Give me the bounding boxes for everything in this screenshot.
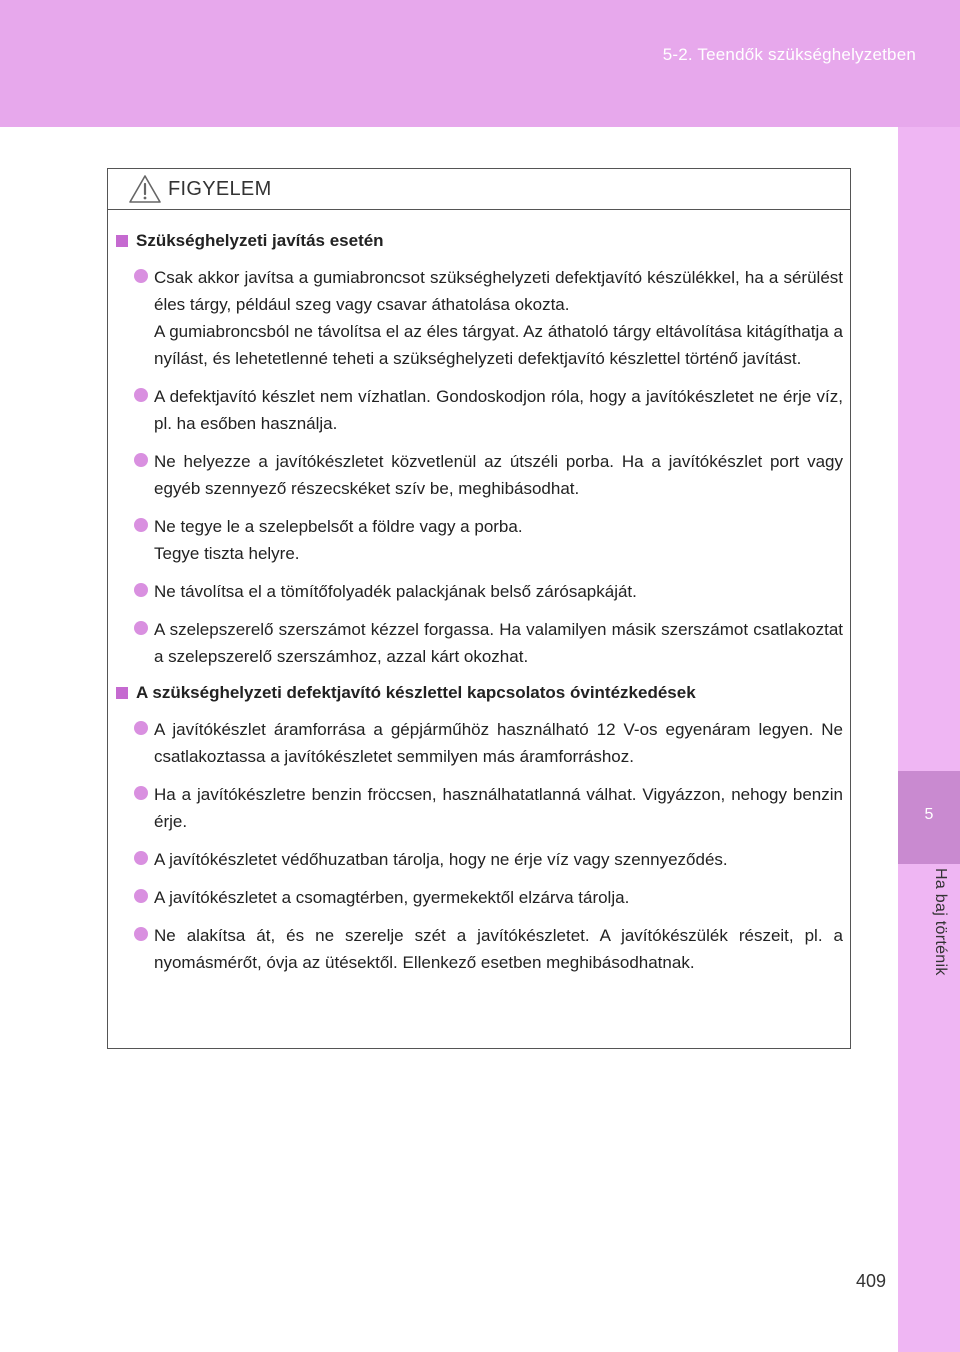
circle-bullet-icon — [134, 786, 148, 800]
list-item-text: A javítókészletet a csomagtérben, gyermekektől elzárva tárolja. — [154, 888, 630, 907]
circle-bullet-icon — [134, 388, 148, 402]
list-item — [116, 846, 843, 873]
circle-bullet-icon — [134, 453, 148, 467]
list-item — [116, 884, 843, 911]
circle-bullet-icon — [134, 889, 148, 903]
list-item-text: Ne távolítsa el a tömítőfolyadék palackjának belső zárósapkáját. — [154, 582, 637, 601]
list-item-text: Ne alakítsa át, és ne szerelje szét a javítókészletet. A javítókészülék részeit, pl. a nyomásmérőt, óvja az ütésektől. Ellenkező esetben meghibásodhatnak. — [154, 926, 843, 972]
list-item — [116, 383, 843, 437]
section-heading: A szükséghelyzeti defektjavító készlettel kapcsolatos óvintézkedések — [116, 681, 843, 705]
list-item-text: A javítókészlet áramforrása a gépjárműhöz használható 12 V-os egyenáram legyen. Ne csatlakoztassa a javítókészletet semmilyen más áramforráshoz. — [154, 720, 843, 766]
section-repair-kit-precautions — [116, 681, 843, 976]
list-item — [116, 616, 843, 670]
list-item-text: Ne helyezze a javítókészletet közvetlenül az útszéli porba. Ha a javítókészlet port vagy egyéb szennyező részecskéket szív be, meghibásodhat. — [154, 452, 843, 498]
warning-header — [108, 169, 850, 210]
square-bullet-icon — [116, 235, 128, 247]
list-item-text: A szelepszerelő szerszámot kézzel forgassa. Ha valamilyen másik szerszámot csatlakoztat a szelepszerelő szerszámhoz, azzal kárt okozhat. — [154, 620, 843, 666]
list-item-text: Csak akkor javítsa a gumiabroncsot szükséghelyzeti defektjavító készülékkel, ha a sérülést éles tárgy, például szeg vagy csavar áthatolása okozta. A gumiabroncsból ne távolítsa el az éles tárgyat. Az áthatoló tárgy eltávolítása kitágíthatja a nyílást, és lehetetlenné teheti a szükséghelyzeti defektjavító készlettel történő javítást. — [154, 268, 843, 368]
circle-bullet-icon — [134, 927, 148, 941]
square-bullet-icon — [116, 687, 128, 699]
list-item — [116, 578, 843, 605]
warning-triangle-icon — [128, 173, 162, 205]
section-heading: Szükséghelyzeti javítás esetén — [116, 229, 843, 253]
warning-title: FIGYELEM — [168, 178, 272, 200]
page-number: 409 — [855, 1271, 886, 1291]
circle-bullet-icon — [134, 851, 148, 865]
warning-box — [107, 168, 851, 1049]
list-item-text: A defektjavító készlet nem vízhatlan. Gondoskodjon róla, hogy a javítókészletet ne érje víz, pl. ha esőben használja. — [154, 387, 843, 433]
section-title: 5-2. Teendők szükséghelyzetben — [662, 45, 916, 64]
list-item — [116, 781, 843, 835]
circle-bullet-icon — [134, 518, 148, 532]
list-item — [116, 448, 843, 502]
list-item-text: A javítókészletet védőhuzatban tárolja, hogy ne érje víz vagy szennyeződés. — [154, 850, 728, 869]
circle-bullet-icon — [134, 621, 148, 635]
list-item — [116, 264, 843, 372]
chapter-label: Ha baj történik — [932, 868, 949, 976]
list-item — [116, 513, 843, 567]
section-emergency-repair — [116, 229, 843, 670]
circle-bullet-icon — [134, 583, 148, 597]
circle-bullet-icon — [134, 269, 148, 283]
chapter-sidebar — [898, 127, 960, 1352]
list-item — [116, 716, 843, 770]
list-item-text: Ne tegye le a szelepbelsőt a földre vagy a porba. Tegye tiszta helyre. — [154, 517, 523, 563]
warning-content — [116, 229, 843, 987]
page-header — [0, 0, 960, 127]
chapter-number: 5 — [924, 806, 934, 823]
circle-bullet-icon — [134, 721, 148, 735]
list-item — [116, 922, 843, 976]
list-item-text: Ha a javítókészletre benzin fröccsen, használhatatlanná válhat. Vigyázzon, nehogy benzin érje. — [154, 785, 843, 831]
